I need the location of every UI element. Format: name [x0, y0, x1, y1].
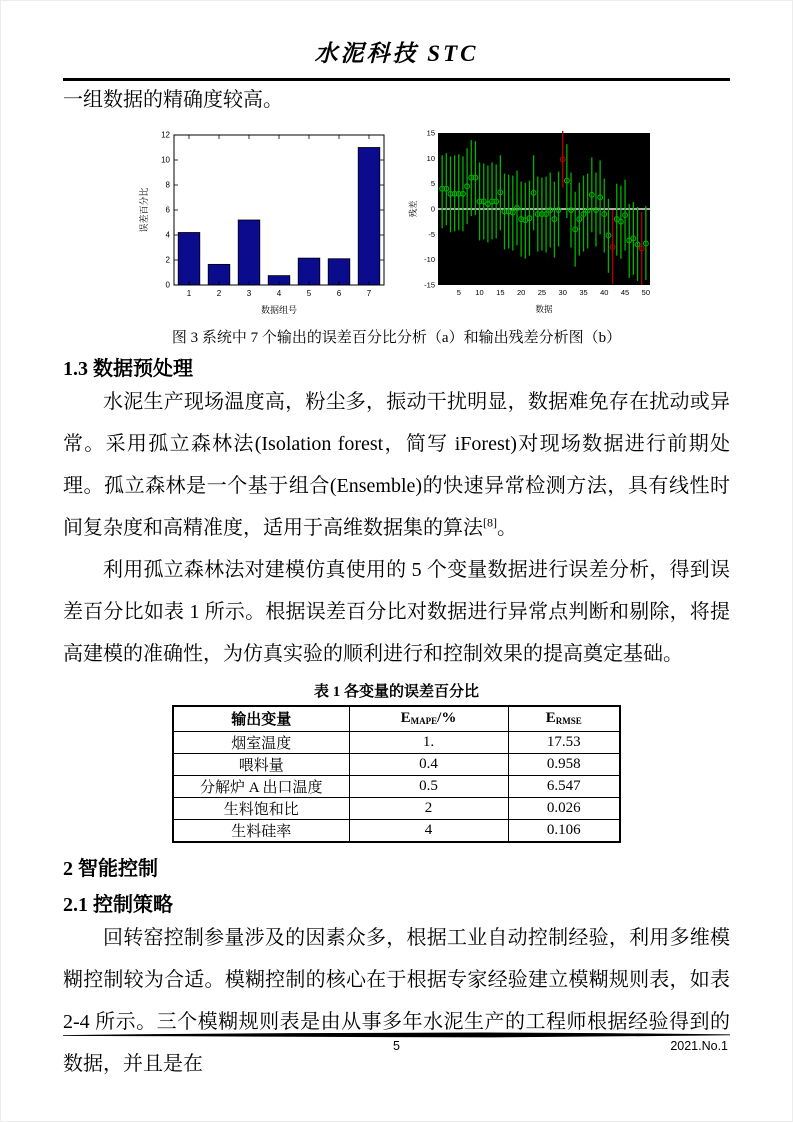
x-tick-label: 45 — [620, 288, 629, 297]
residual-chart — [408, 127, 658, 319]
x-tick-label: 2 — [216, 289, 221, 298]
y-axis-label: 残差 — [407, 200, 418, 218]
table-cell: 生料饱和比 — [173, 797, 349, 819]
x-tick-label: 6 — [336, 289, 341, 298]
x-tick-label: 3 — [246, 289, 251, 298]
paragraph-text: 。 — [497, 517, 517, 539]
variables-table — [172, 705, 621, 843]
table-cell: 4 — [349, 819, 508, 842]
table-cell: 0.026 — [508, 797, 620, 819]
x-tick-label: 4 — [276, 289, 281, 298]
section-heading-2: 2 智能控制 — [63, 857, 158, 880]
y-tick-label: 6 — [165, 205, 170, 215]
x-tick-label: 7 — [366, 289, 371, 298]
paragraph-text: 水泥生产现场温度高，粉尘多，振动干扰明显，数据难免存在扰动或异常。采用孤立森林法(Isolation forest，简写 iForest)对现场数据进行前期处理。孤立森林是一个基于组合(Ensemble)的快速异常检测方法，具有线性时间复杂度和高精准度，适用于高维数据集的算法 — [63, 391, 730, 539]
y-tick-label: 10 — [160, 155, 170, 165]
y-tick-label: 15 — [426, 128, 435, 138]
header-rule — [63, 78, 730, 81]
table-cell: 1. — [349, 731, 508, 753]
figure-caption: 图 3 系统中 7 个输出的误差百分比分析（a）和输出残差分析图（b） — [171, 330, 622, 346]
table-cell: 2 — [349, 797, 508, 819]
table-row — [173, 775, 620, 797]
y-tick-label: 12 — [160, 130, 170, 140]
y-tick-label: -10 — [423, 255, 435, 265]
x-tick-label: 1 — [186, 289, 191, 298]
y-tick-label: 4 — [165, 230, 170, 240]
journal-title: 水泥科技 STC — [314, 41, 479, 66]
table-cell: 烟室温度 — [173, 731, 349, 753]
y-axis-label: 误差百分比 — [138, 187, 149, 233]
y-tick-label: 0 — [165, 280, 170, 290]
table-cell: 分解炉 A 出口温度 — [173, 775, 349, 797]
table-cell: 0.958 — [508, 753, 620, 775]
bar — [178, 233, 200, 286]
bar-chart — [136, 127, 394, 319]
paragraph-error-analysis: 利用孤立森林法对建模仿真使用的 5 个变量数据进行误差分析，得到误差百分比如表 1 所示。根据误差百分比对数据进行异常点判断和剔除，将提高建模的准确性，为仿真实验的顺利进行和控制效果的提高奠定基础。 — [63, 559, 730, 665]
figure-panel-a — [136, 127, 394, 324]
y-tick-label: 0 — [430, 204, 435, 214]
footer-divider — [63, 1032, 730, 1038]
footer-row — [63, 1039, 730, 1057]
table-cell: 0.5 — [349, 775, 508, 797]
table-row — [173, 797, 620, 819]
x-tick-label: 10 — [474, 288, 484, 297]
x-tick-label: 5 — [306, 289, 311, 298]
figures-row — [63, 127, 730, 319]
x-tick-label: 5 — [456, 288, 461, 297]
x-tick-label: 35 — [578, 288, 588, 297]
table-cell: 6.547 — [508, 775, 620, 797]
bar — [238, 220, 260, 285]
bar — [358, 148, 380, 286]
figure-panel-b — [408, 127, 658, 324]
citation-ref: [8] — [483, 515, 497, 530]
bar — [298, 258, 320, 285]
x-tick-label: 30 — [558, 288, 567, 297]
section-heading-2-1: 2.1 控制策略 — [63, 893, 173, 916]
y-tick-label: 10 — [426, 153, 435, 163]
intro-paragraph: 一组数据的精确度较高。 — [63, 89, 283, 111]
table-cell: 17.53 — [508, 731, 620, 753]
y-tick-label: 8 — [165, 180, 170, 190]
table-cell: 0.4 — [349, 753, 508, 775]
x-axis-label: 数据 — [534, 304, 553, 314]
page-number: 5 — [393, 1039, 400, 1053]
y-tick-label: -15 — [423, 280, 435, 290]
table-cell: 0.106 — [508, 819, 620, 842]
x-tick-label: 25 — [537, 288, 546, 297]
table-header-row — [173, 706, 620, 731]
y-tick-label: -5 — [427, 229, 435, 239]
x-tick-label: 50 — [641, 288, 650, 297]
y-tick-label: 2 — [165, 255, 170, 265]
y-tick-label: 5 — [430, 179, 435, 189]
table-title: 表 1 各变量的误差百分比 — [313, 684, 479, 700]
table-header-cell: 输出变量 — [173, 706, 349, 731]
paragraph-control-strategy: 回转窑控制参量涉及的因素众多，根据工业自动控制经验，利用多维模糊控制较为合适。模糊控制的核心在于根据专家经验建立模糊规则表，如表 2-4 所示。三个模糊规则表是由从事多年水泥生产的工程师根据经验得到的数据，并且是在 — [63, 926, 730, 1075]
table-header-cell: $E_{MAPE}/\%$ — [349, 706, 508, 731]
table-header-cell: $E_{RMSE}$ — [508, 706, 620, 731]
x-axis-label: 数据组号 — [260, 305, 297, 315]
table-row — [173, 753, 620, 775]
section-heading-1-3: 1.3 数据预处理 — [63, 358, 193, 380]
table-cell: 生料硅率 — [173, 819, 349, 842]
x-tick-label: 15 — [495, 288, 505, 297]
x-tick-label: 20 — [516, 288, 525, 297]
issue-label: 2021.No.1 — [670, 1039, 728, 1053]
footer — [63, 1032, 730, 1057]
table-cell: 喂料量 — [173, 753, 349, 775]
x-tick-label: 40 — [599, 288, 608, 297]
table-row — [173, 819, 620, 842]
table-row — [173, 731, 620, 753]
paragraph-preprocessing — [63, 381, 730, 549]
